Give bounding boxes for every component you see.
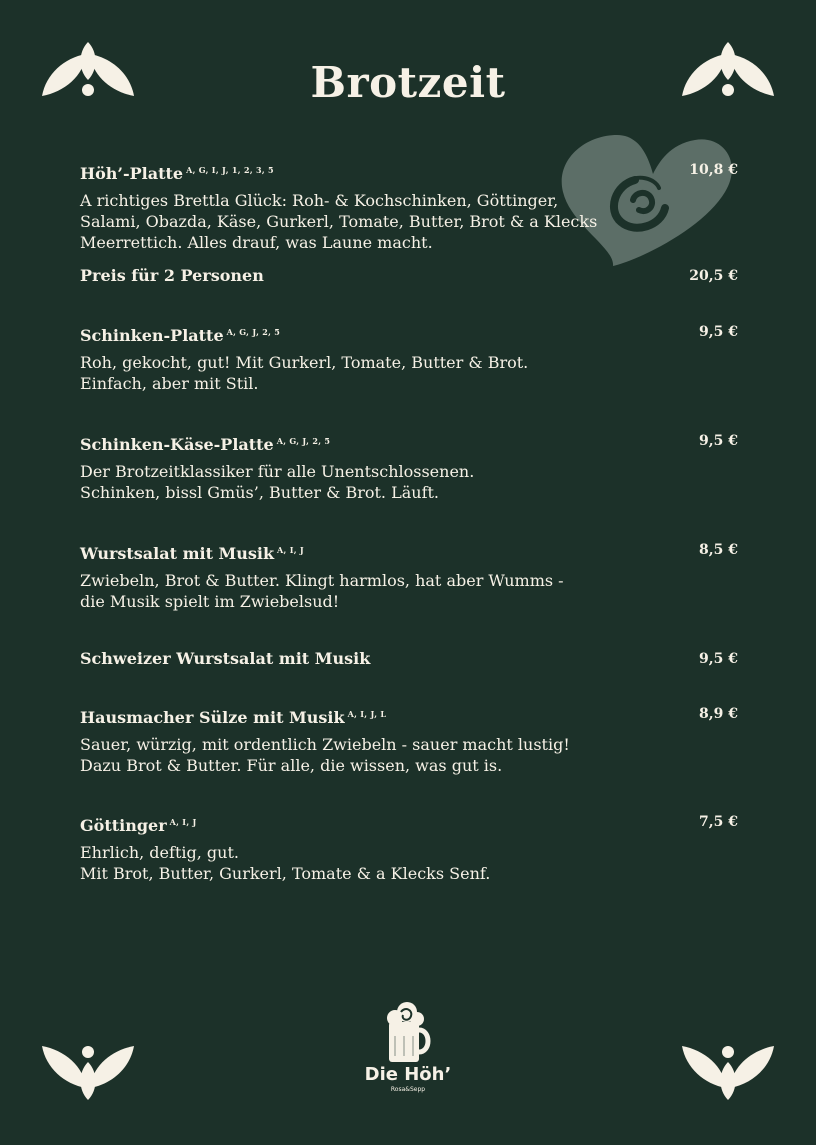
menu-item-name: Wurstsalat mit Musik $^{A, I, J}$ (80, 544, 305, 563)
menu-item-price: 7,5 € (699, 814, 738, 830)
menu-item (80, 264, 738, 288)
allergen-codes: A, I, J (277, 545, 305, 555)
menu-item-description: Der Brotzeitklassiker für alle Unentschlossenen. Schinken, bissl Gmüs’, Butter & Brot. Läuft. (80, 462, 475, 502)
allergen-codes: A, G, I, J, 1, 2, 3, 5 (186, 165, 274, 175)
menu-item-name: Schinken-Käse-Platte $^{A, G, J, 2, 5}$ (80, 435, 331, 454)
menu-item-price: 9,5 € (699, 324, 738, 340)
menu-item-name: Höh’-Platte $^{A, G, I, J, 1, 2, 3, 5}$ (80, 164, 274, 183)
menu-item (80, 702, 738, 776)
menu-item-description: A richtiges Brettla Glück: Roh- & Kochschinken, Göttinger, Salami, Obazda, Käse, Gurkerl, Tomate, Butter, Brot & a Klecks Meerrettich. Alles drauf, was Laune macht. (80, 191, 598, 252)
allergen-codes: A, G, J, 2, 5 (276, 436, 331, 446)
allergen-codes: A, G, J, 2, 5 (226, 327, 281, 337)
menu-item-name: Hausmacher Sülze mit Musik $^{A, I, J, L}$ (80, 708, 387, 727)
menu-item-price: 8,5 € (699, 542, 738, 558)
allergen-codes: A, I, J, L (347, 709, 387, 719)
menu-item (80, 647, 738, 671)
menu-item (80, 158, 738, 253)
menu-item (80, 429, 738, 503)
menu-item (80, 810, 738, 884)
leaf-sprig-icon (40, 1044, 136, 1102)
beer-mug-icon (383, 1002, 433, 1064)
page-title: Brotzeit (310, 58, 506, 107)
menu-item-description: Zwiebeln, Brot & Butter. Klingt harmlos, hat aber Wumms - die Musik spielt im Zwiebelsud! (80, 571, 564, 611)
logo-subtitle: Rosa&Sepp (390, 1086, 426, 1093)
menu-item-name: Schinken-Platte $^{A, G, J, 2, 5}$ (80, 326, 281, 345)
brand-logo (354, 1002, 462, 1094)
menu-item-price: 9,5 € (699, 651, 738, 667)
menu-item-description: Sauer, würzig, mit ordentlich Zwiebeln - sauer macht lustig! Dazu Brot & Butter. Für alle, die wissen, was gut is. (80, 735, 570, 775)
menu-item-price: 8,9 € (699, 706, 738, 722)
allergen-codes: A, I, J (169, 817, 197, 827)
menu-item-price: 9,5 € (699, 433, 738, 449)
menu-item-name: Preis für 2 Personen (80, 266, 264, 285)
menu-item-price: 20,5 € (689, 268, 738, 284)
menu-item-name: Göttinger $^{A, I, J}$ (80, 816, 197, 835)
leaf-sprig-icon (680, 1044, 776, 1102)
menu-item-description: Ehrlich, deftig, gut. Mit Brot, Butter, Gurkerl, Tomate & a Klecks Senf. (80, 843, 491, 883)
menu-item-name: Schweizer Wurstsalat mit Musik (80, 649, 371, 668)
menu-item-price: 10,8 € (689, 162, 738, 178)
menu-item (80, 320, 738, 394)
menu-item (80, 538, 738, 612)
menu-item-description: Roh, gekocht, gut! Mit Gurkerl, Tomate, Butter & Brot. Einfach, aber mit Stil. (80, 353, 529, 393)
logo-name: Die Höh’ (364, 1064, 452, 1085)
